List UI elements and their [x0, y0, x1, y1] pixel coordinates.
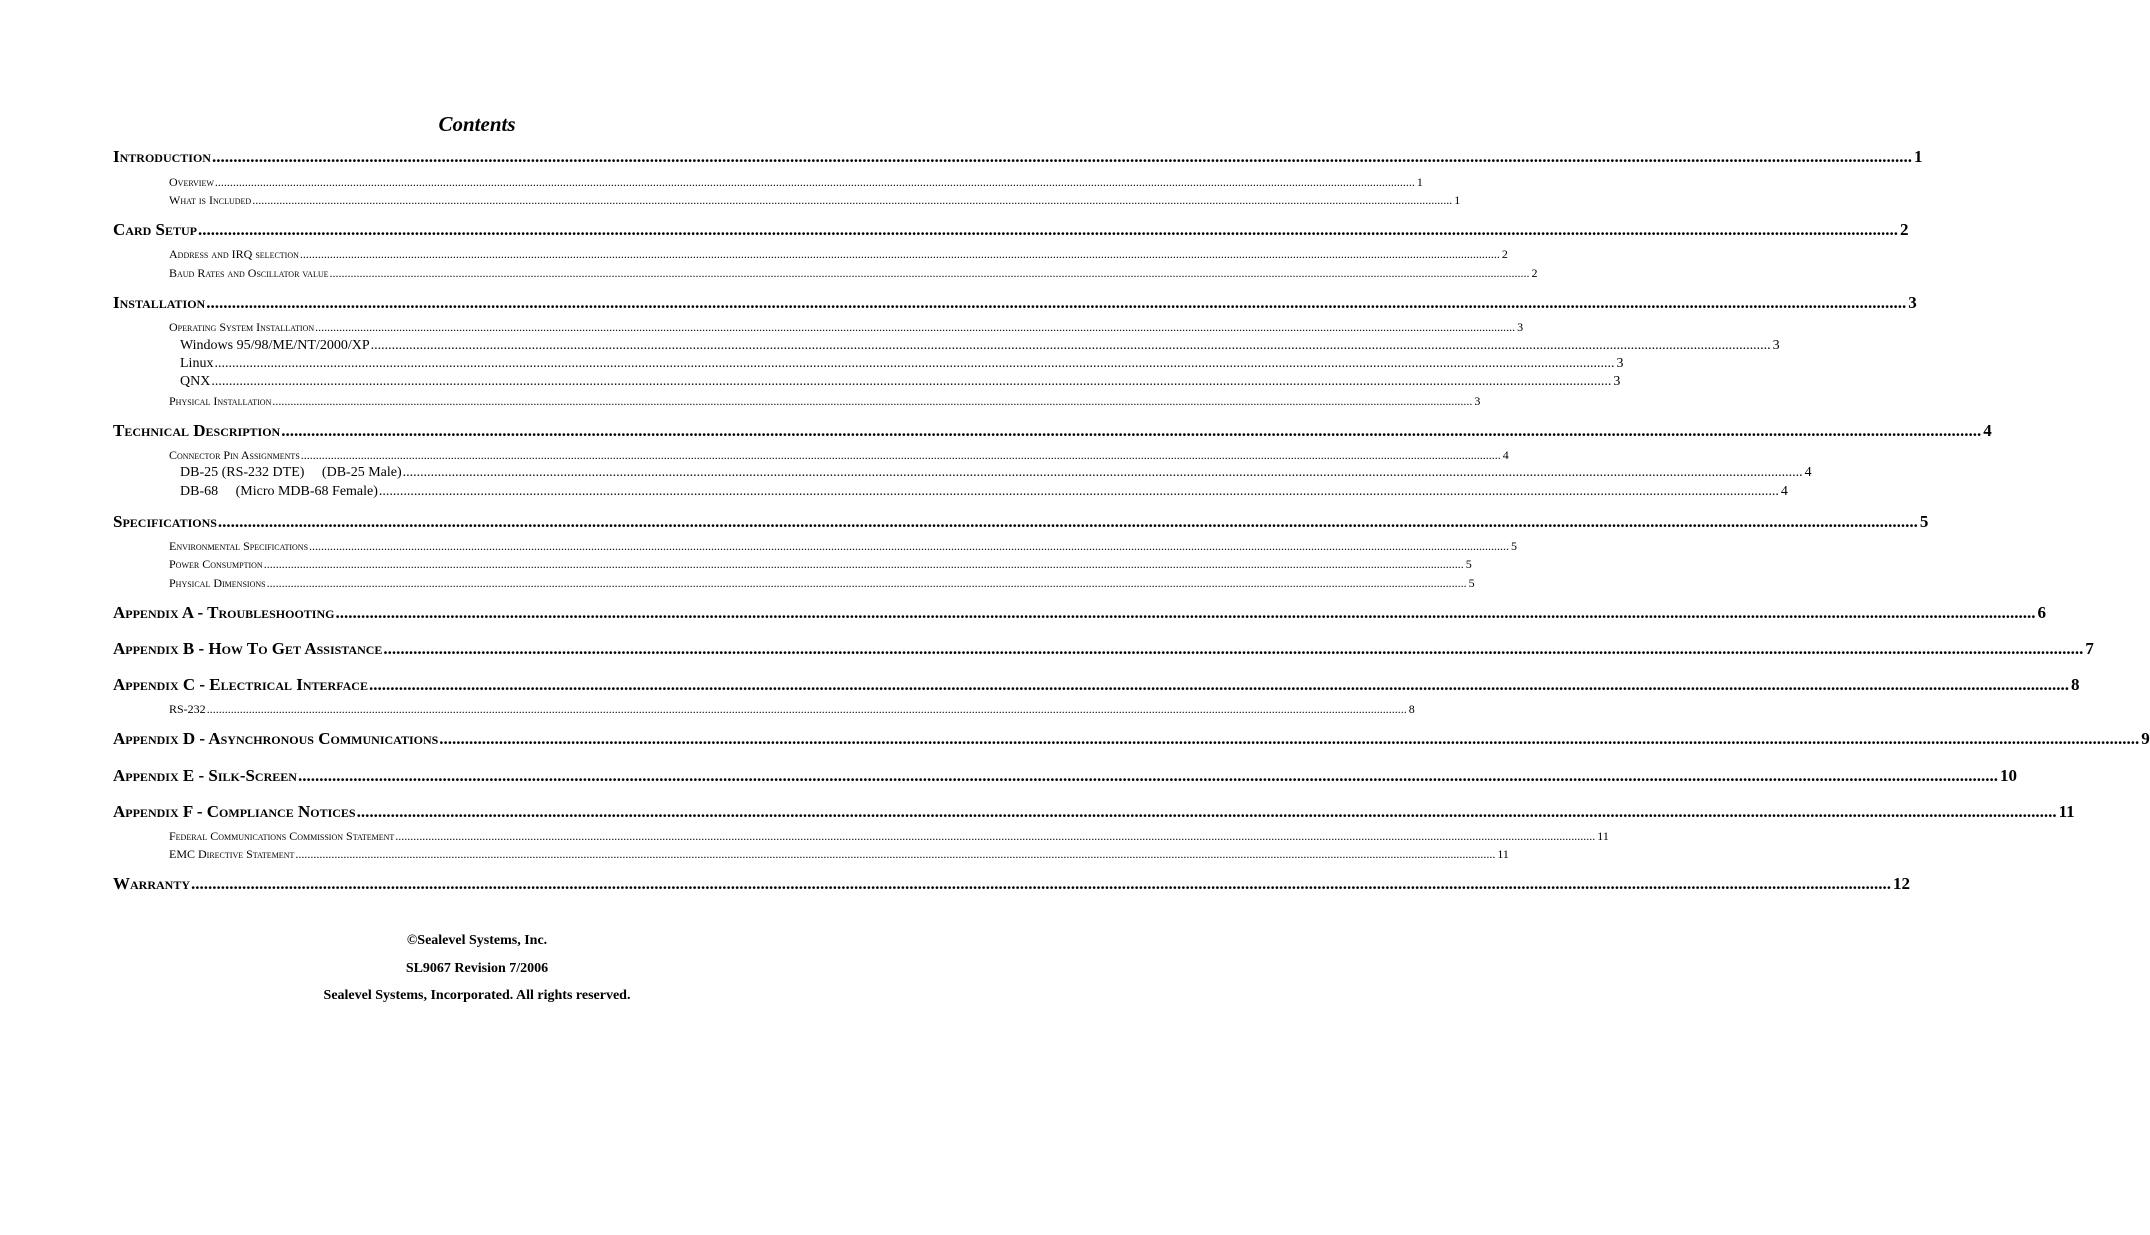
toc-entry-page: 5 [1919, 512, 1929, 531]
toc-entry-page: 4 [1983, 421, 1992, 440]
dot-leader: ................................................................................................................................................................................................................................................................................................................................................................................................................ [299, 247, 1500, 261]
toc-entry-title: Warranty [113, 874, 190, 893]
dot-leader: ................................................................................................................................................................................................................................................................................................................................................................................................................ [356, 802, 2057, 821]
toc-entry-title: Windows 95/98/ME/NT/2000/XP [180, 338, 370, 353]
toc-entry[interactable] [169, 175, 1423, 191]
dot-leader: ................................................................................................................................................................................................................................................................................................................................................................................................................ [252, 193, 1453, 207]
toc-entry-title: Environmental Specifications [169, 539, 309, 553]
dot-leader: ................................................................................................................................................................................................................................................................................................................................................................................................................ [378, 484, 1779, 499]
toc-entry[interactable] [113, 874, 1910, 896]
toc-entry-page: 11 [1497, 847, 1509, 861]
dot-leader: ................................................................................................................................................................................................................................................................................................................................................................................................................ [217, 512, 1918, 531]
toc-entry-page: 1 [1416, 175, 1423, 189]
rights-line: Sealevel Systems, Incorporated. All rights reserved. [323, 988, 631, 1003]
toc-entry[interactable] [169, 829, 1609, 845]
toc-entry-page: 5 [1465, 557, 1472, 571]
toc-entry-page: 2 [1899, 220, 1909, 239]
toc-entry-title: Technical Description [113, 421, 281, 440]
toc-entry[interactable] [169, 448, 1509, 464]
toc-entry-title: DB-68 (Micro MDB-68 Female) [180, 484, 378, 499]
toc-entry[interactable] [113, 802, 2075, 824]
dot-leader: ................................................................................................................................................................................................................................................................................................................................................................................................................ [297, 766, 1998, 785]
dot-leader: ................................................................................................................................................................................................................................................................................................................................................................................................................ [191, 874, 1891, 893]
dot-leader: ................................................................................................................................................................................................................................................................................................................................................................................................................ [368, 675, 2069, 694]
toc-entry[interactable] [169, 266, 1538, 282]
dot-leader: ................................................................................................................................................................................................................................................................................................................................................................................................................ [309, 539, 1510, 553]
toc-entry[interactable] [169, 320, 1524, 336]
toc-entry-title: Connector Pin Assignments [169, 448, 300, 462]
toc-entry-title: Baud Rates and Oscillator value [169, 266, 329, 280]
toc-entry-page: 3 [1772, 338, 1780, 353]
toc-entry-page: 3 [1616, 356, 1624, 371]
toc-entry[interactable] [113, 293, 1917, 315]
toc-entry-page: 5 [1511, 539, 1518, 553]
toc-entry[interactable] [113, 512, 1929, 534]
toc-entry-title: Appendix C - Electrical Interface [113, 675, 368, 694]
toc-entry-title: Operating System Installation [169, 320, 315, 334]
toc-entry-page: 7 [2085, 639, 2094, 658]
dot-leader: ................................................................................................................................................................................................................................................................................................................................................................................................................ [315, 320, 1516, 334]
toc-entry[interactable] [169, 557, 1472, 573]
dot-leader: ................................................................................................................................................................................................................................................................................................................................................................................................................ [263, 557, 1464, 571]
toc-entry[interactable] [180, 484, 1788, 502]
toc-entry-title: Federal Communications Commission Statement [169, 829, 395, 843]
toc-entry-page: 8 [2070, 675, 2080, 694]
toc-entry[interactable] [113, 147, 1923, 169]
dot-leader: ................................................................................................................................................................................................................................................................................................................................................................................................................ [370, 338, 1771, 353]
copyright-line: ©Sealevel Systems, Inc. [406, 933, 548, 948]
toc-entry[interactable] [180, 374, 1621, 392]
dot-leader: ................................................................................................................................................................................................................................................................................................................................................................................................................ [329, 266, 1530, 280]
toc-entry-title: Appendix B - How To Get Assistance [113, 639, 383, 658]
toc-entry-page: 9 [2141, 729, 2150, 748]
toc-entry-page: 8 [1408, 702, 1415, 716]
toc-entry-title: Appendix E - Silk-Screen [113, 766, 297, 785]
toc-entry[interactable] [169, 702, 1415, 718]
dot-leader: ................................................................................................................................................................................................................................................................................................................................................................................................................ [272, 394, 1473, 408]
toc-entry-title: RS-232 [169, 702, 206, 716]
dot-leader: ................................................................................................................................................................................................................................................................................................................................................................................................................ [335, 603, 2036, 622]
toc-entry-title: Installation [113, 293, 206, 312]
toc-entry-title: Overview [169, 175, 214, 189]
dot-leader: ................................................................................................................................................................................................................................................................................................................................................................................................................ [214, 356, 1615, 371]
dot-leader: ................................................................................................................................................................................................................................................................................................................................................................................................................ [395, 829, 1596, 843]
toc-entry-page: 1 [1454, 193, 1461, 207]
toc-entry[interactable] [113, 603, 2046, 625]
toc-entry[interactable] [169, 394, 1481, 410]
toc-entry[interactable] [113, 421, 1992, 443]
toc-entry-title: DB-25 (RS-232 DTE) (DB-25 Male) [180, 465, 402, 480]
toc-entry-title: Appendix D - Asynchronous Communications [113, 729, 439, 748]
toc-entry[interactable] [113, 639, 2094, 661]
toc-entry-title: EMC Directive Statement [169, 847, 295, 861]
dot-leader: ................................................................................................................................................................................................................................................................................................................................................................................................................ [281, 421, 1982, 440]
page-title: Contents [438, 112, 516, 136]
toc-entry-page: 5 [1468, 576, 1475, 590]
dot-leader: ................................................................................................................................................................................................................................................................................................................................................................................................................ [295, 847, 1496, 861]
dot-leader: ................................................................................................................................................................................................................................................................................................................................................................................................................ [197, 220, 1898, 239]
toc-entry-page: 11 [2058, 802, 2075, 821]
toc-entry[interactable] [113, 220, 1909, 242]
toc-entry-title: Physical Installation [169, 394, 272, 408]
toc-entry-title: Linux [180, 356, 214, 371]
dot-leader: ................................................................................................................................................................................................................................................................................................................................................................................................................ [439, 729, 2140, 748]
toc-entry-page: 11 [1597, 829, 1609, 843]
toc-entry-title: Specifications [113, 512, 217, 531]
toc-entry[interactable] [169, 539, 1518, 555]
dot-leader: ................................................................................................................................................................................................................................................................................................................................................................................................................ [266, 576, 1467, 590]
toc-entry-page: 2 [1501, 247, 1508, 261]
toc-entry-title: Appendix A - Troubleshooting [113, 603, 335, 622]
toc-entry[interactable] [169, 576, 1475, 592]
toc-entry-page: 12 [1893, 874, 1910, 893]
toc-entry[interactable] [169, 193, 1461, 209]
toc-entry-title: Physical Dimensions [169, 576, 266, 590]
dot-leader: ................................................................................................................................................................................................................................................................................................................................................................................................................ [211, 374, 1612, 389]
toc-entry-title: QNX [180, 374, 211, 389]
toc-entry-page: 3 [1613, 374, 1621, 389]
toc-entry[interactable] [180, 338, 1780, 356]
revision-line: SL9067 Revision 7/2006 [405, 961, 549, 976]
toc-entry-page: 3 [1474, 394, 1481, 408]
toc-entry-title: Appendix F - Compliance Notices [113, 802, 356, 821]
toc-entry-page: 3 [1517, 320, 1524, 334]
toc-entry[interactable] [113, 729, 2150, 751]
toc-entry-page: 4 [1780, 484, 1788, 499]
toc-entry[interactable] [113, 766, 2017, 788]
toc-entry-page: 1 [1913, 147, 1923, 166]
toc-entry-title: Power Consumption [169, 557, 263, 571]
toc-entry-title: What is Included [169, 193, 252, 207]
toc-entry[interactable] [180, 465, 1812, 483]
toc-entry[interactable] [180, 356, 1624, 374]
toc-entry[interactable] [169, 847, 1509, 863]
toc-entry-page: 10 [1999, 766, 2017, 785]
toc-entry-page: 4 [1502, 448, 1509, 462]
toc-entry-page: 3 [1908, 293, 1917, 312]
toc-entry[interactable] [169, 247, 1508, 263]
toc-entry-page: 6 [2037, 603, 2046, 622]
toc-entry-page: 4 [1804, 465, 1812, 480]
toc-entry-title: Address and IRQ selection [169, 247, 299, 261]
dot-leader: ................................................................................................................................................................................................................................................................................................................................................................................................................ [300, 448, 1501, 462]
dot-leader: ................................................................................................................................................................................................................................................................................................................................................................................................................ [383, 639, 2084, 658]
dot-leader: ................................................................................................................................................................................................................................................................................................................................................................................................................ [214, 175, 1415, 189]
dot-leader: ................................................................................................................................................................................................................................................................................................................................................................................................................ [211, 147, 1912, 166]
dot-leader: ................................................................................................................................................................................................................................................................................................................................................................................................................ [206, 293, 1907, 312]
toc-entry-title: Card Setup [113, 220, 197, 239]
toc-entry[interactable] [113, 675, 2080, 697]
toc-entry-page: 2 [1531, 266, 1538, 280]
toc-entry-title: Introduction [113, 147, 211, 166]
dot-leader: ................................................................................................................................................................................................................................................................................................................................................................................................................ [402, 465, 1803, 480]
dot-leader: ................................................................................................................................................................................................................................................................................................................................................................................................................ [206, 702, 1407, 716]
